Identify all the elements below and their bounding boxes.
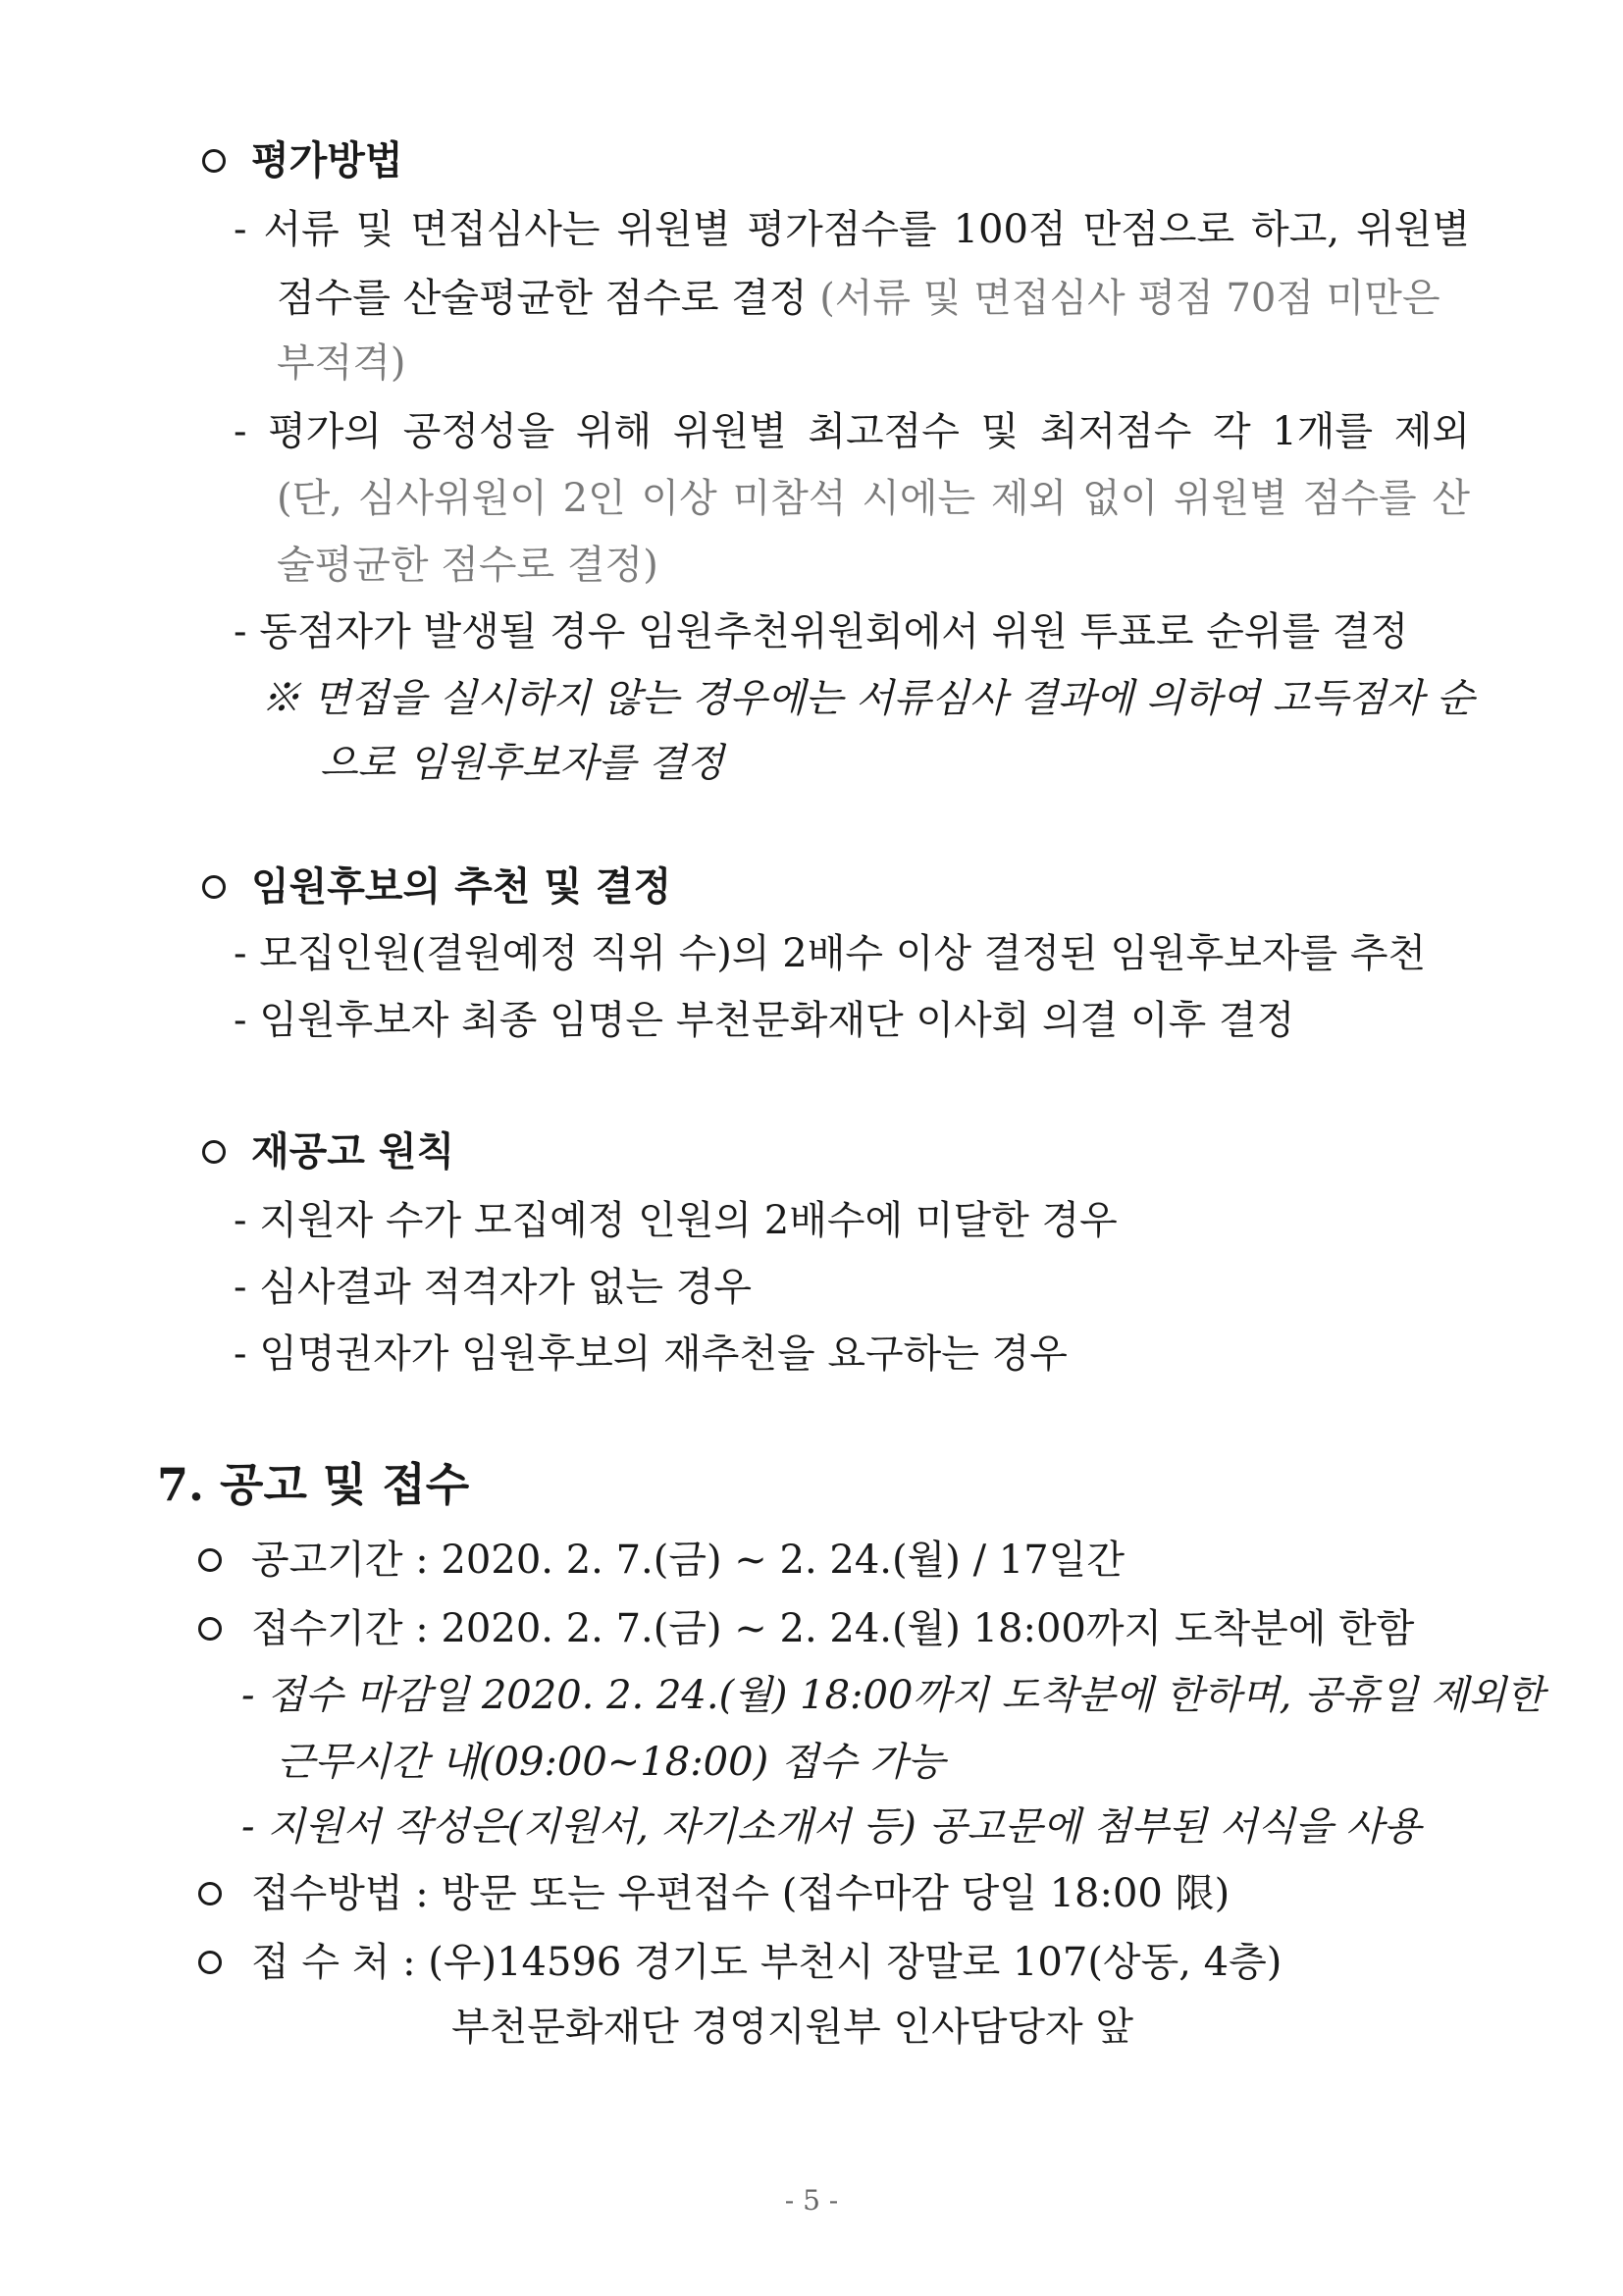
circle-bullet-icon — [198, 1617, 222, 1641]
reannounce-item3: - 임명권자가 임원후보의 재추천을 요구하는 경우 — [234, 1331, 1068, 1377]
evaluation-note-line1: ※ 면접을 실시하지 않는 경우에는 서류심사 결과에 의하여 고득점자 순 — [261, 676, 1475, 721]
section7-place-line2: 부천문화재단 경영지원부 인사담당자 앞 — [451, 2005, 1134, 2050]
evaluation-item1-line1: - 서류 및 면접심사는 위원별 평가점수를 100점 만점으로 하고, 위원별 — [234, 207, 1470, 252]
evaluation-item2-line2: (단, 심사위원이 2인 이상 미참석 시에는 제외 없이 위원별 점수를 산 — [277, 476, 1470, 521]
evaluation-item1-line3: 부적격) — [277, 340, 406, 386]
evaluation-item2-line1: - 평가의 공정성을 위해 위원별 최고점수 및 최저점수 각 1개를 제외 — [234, 409, 1470, 454]
reannounce-item2: - 심사결과 적격자가 없는 경우 — [234, 1265, 753, 1310]
circle-bullet-icon — [198, 1548, 222, 1572]
section7-receipt: 접수기간 : 2020. 2. 7.(금) ~ 2. 24.(월) 18:00까지 도착분에 한함 — [251, 1606, 1415, 1651]
evaluation-note-line2: 으로 임원후보자를 결정 — [320, 741, 724, 786]
reannounce-heading: 재공고 원칙 — [251, 1128, 455, 1174]
evaluation-item1-line2-main: 점수를 산술평균한 점수로 결정 — [277, 276, 808, 321]
recommend-item1: - 모집인원(결원예정 직위 수)의 2배수 이상 결정된 임원후보자를 추천 — [234, 931, 1427, 976]
recommend-heading: 임원후보의 추천 및 결정 — [251, 863, 672, 910]
section7-title: 7. 공고 및 접수 — [157, 1458, 470, 1511]
circle-bullet-icon — [202, 1140, 226, 1164]
reannounce-item1: - 지원자 수가 모집예정 인원의 2배수에 미달한 경우 — [234, 1198, 1118, 1243]
section7-place-line1: 접 수 처 : (우)14596 경기도 부천시 장말로 107(상동, 4층) — [251, 1940, 1283, 1985]
evaluation-item1-line2-paren: (서류 및 면접심사 평점 70점 미만은 — [819, 276, 1440, 321]
page-number: - 5 - — [784, 2184, 839, 2217]
circle-bullet-icon — [202, 875, 226, 899]
section7-receipt-sub1-line1: - 접수 마감일 2020. 2. 24.(월) 18:00까지 도착분에 한하며, 공휴일 제외한 — [241, 1673, 1544, 1718]
circle-bullet-icon — [202, 149, 226, 173]
evaluation-item2-line3: 술평균한 점수로 결정) — [277, 543, 658, 588]
section7-period: 공고기간 : 2020. 2. 7.(금) ~ 2. 24.(월) / 17일간 — [251, 1538, 1125, 1583]
section7-receipt-sub1-line2: 근무시간 내(09:00~18:00) 접수 가능 — [277, 1740, 946, 1785]
circle-bullet-icon — [198, 1882, 222, 1905]
circle-bullet-icon — [198, 1951, 222, 1974]
section7-receipt-sub2: - 지원서 작성은(지원서, 자기소개서 등) 공고문에 첨부된 서식을 사용 — [241, 1804, 1422, 1850]
recommend-item2: - 임원후보자 최종 임명은 부천문화재단 이사회 의결 이후 결정 — [234, 998, 1295, 1043]
evaluation-heading: 평가방법 — [251, 137, 403, 183]
evaluation-item3-line1: - 동점자가 발생될 경우 임원추천위원회에서 위원 투표로 순위를 결정 — [234, 609, 1409, 654]
section7-method: 접수방법 : 방문 또는 우편접수 (접수마감 당일 18:00 限) — [251, 1871, 1230, 1916]
evaluation-item1-line2 — [277, 276, 1440, 321]
